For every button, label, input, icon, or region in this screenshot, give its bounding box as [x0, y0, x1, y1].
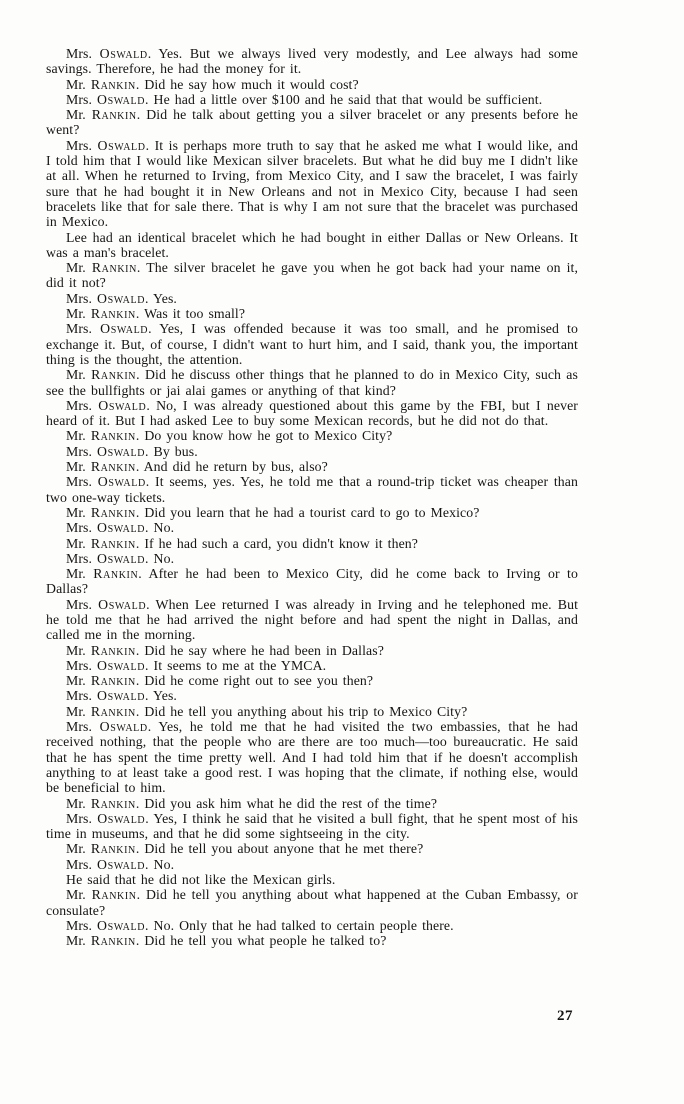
- dialogue-text: Did he tell you anything about what happened at the Cuban Embassy, or consulate?: [46, 887, 578, 918]
- speaker-period: .: [135, 673, 145, 689]
- speaker-surname: Rankin: [90, 673, 136, 689]
- speaker-period: .: [145, 443, 154, 459]
- speaker-surname: Oswald: [97, 91, 146, 107]
- dialogue-paragraph: [46, 138, 578, 230]
- speaker-surname: Oswald: [97, 474, 146, 490]
- speaker-name: [66, 597, 156, 612]
- speaker-name: [66, 719, 158, 734]
- speaker-surname: Rankin: [90, 933, 136, 949]
- speaker-period: .: [135, 795, 145, 811]
- speaker-prefix: Mr.: [66, 841, 91, 857]
- speaker-surname: Rankin: [90, 306, 136, 322]
- speaker-prefix: Mrs.: [66, 397, 99, 413]
- dialogue-paragraph: [46, 688, 578, 703]
- speaker-period: .: [136, 260, 147, 276]
- speaker-prefix: Mrs.: [66, 688, 98, 704]
- speaker-surname: Rankin: [91, 887, 137, 903]
- speaker-prefix: Mrs.: [66, 917, 98, 933]
- speaker-surname: Oswald: [97, 688, 146, 704]
- speaker-name: [66, 138, 155, 153]
- testimony-text-block: [46, 46, 578, 949]
- speaker-surname: Rankin: [91, 260, 137, 276]
- dialogue-text: He said that he did not like the Mexican girls.: [66, 872, 336, 888]
- dialogue-paragraph: [46, 306, 578, 321]
- speaker-prefix: Mrs.: [66, 46, 100, 61]
- speaker-surname: Oswald: [100, 321, 149, 337]
- speaker-name: [66, 367, 145, 382]
- dialogue-paragraph: [46, 92, 578, 107]
- speaker-period: .: [147, 719, 159, 735]
- dialogue-paragraph: [46, 704, 578, 719]
- dialogue-text: Did he talk about getting you a silver bracelet or any presents before he went?: [46, 107, 578, 138]
- speaker-period: .: [145, 290, 154, 306]
- dialogue-paragraph: [46, 857, 578, 872]
- speaker-name: [66, 291, 153, 306]
- dialogue-paragraph: [46, 107, 578, 138]
- speaker-period: .: [147, 46, 159, 61]
- dialogue-text: If he had such a card, you didn't know it then?: [144, 535, 419, 551]
- speaker-period: .: [145, 810, 154, 826]
- dialogue-paragraph: [46, 46, 578, 77]
- speaker-period: .: [145, 91, 154, 107]
- speaker-name: [66, 428, 144, 443]
- speaker-surname: Oswald: [97, 657, 146, 673]
- dialogue-paragraph: [46, 291, 578, 306]
- speaker-name: [66, 841, 144, 856]
- dialogue-text: Was it too small?: [144, 306, 246, 322]
- dialogue-paragraph: [46, 459, 578, 474]
- speaker-period: .: [136, 367, 145, 383]
- speaker-name: [66, 796, 144, 811]
- dialogue-text: Did he tell you what people he talked to?: [144, 933, 387, 949]
- dialogue-paragraph: [46, 398, 578, 429]
- dialogue-paragraph: [46, 551, 578, 566]
- dialogue-paragraph: [46, 230, 578, 261]
- dialogue-paragraph: [46, 597, 578, 643]
- speaker-period: .: [138, 566, 149, 582]
- speaker-name: [66, 643, 144, 658]
- speaker-prefix: Mr.: [66, 107, 92, 123]
- speaker-prefix: Mrs.: [66, 290, 98, 306]
- speaker-surname: Oswald: [97, 856, 146, 872]
- speaker-surname: Oswald: [97, 443, 146, 459]
- dialogue-text: Did he say how much it would cost?: [144, 76, 359, 92]
- dialogue-text: Yes.: [153, 688, 177, 704]
- dialogue-paragraph: [46, 658, 578, 673]
- dialogue-paragraph: [46, 933, 578, 948]
- dialogue-text: Did he say where he had been in Dallas?: [144, 642, 384, 658]
- dialogue-paragraph: [46, 796, 578, 811]
- dialogue-paragraph: [46, 321, 578, 367]
- speaker-name: [66, 444, 154, 459]
- speaker-name: [66, 520, 154, 535]
- speaker-prefix: Mr.: [66, 703, 91, 719]
- dialogue-text: Lee had an identical bracelet which he had bought in either Dallas or New Orleans. It was a man's bracelet.: [46, 229, 578, 260]
- dialogue-text: The silver bracelet he gave you when he got back had your name on it, did it not?: [46, 260, 579, 291]
- speaker-period: .: [135, 703, 145, 719]
- speaker-prefix: Mrs.: [66, 443, 98, 459]
- dialogue-paragraph: [46, 367, 578, 398]
- dialogue-text: No.: [153, 550, 175, 566]
- speaker-name: [66, 92, 154, 107]
- speaker-period: .: [145, 856, 154, 872]
- speaker-prefix: Mrs.: [66, 596, 99, 612]
- dialogue-paragraph: [46, 474, 578, 505]
- speaker-period: .: [135, 642, 145, 658]
- dialogue-text: He had a little over $100 and he said that that would be sufficient.: [153, 91, 543, 107]
- speaker-prefix: Mrs.: [66, 550, 98, 566]
- speaker-prefix: Mr.: [66, 306, 91, 322]
- speaker-name: [66, 107, 146, 122]
- dialogue-text: Yes, he told me that he had visited the two embassies, that he had received nothing, that the people who are there are too much—too bureaucratic. He said that he has spent the time pretty well. And I had told him that if he doesn't accomplish anything to at least take a good rest. I was hoping that the climate, if nothing else, would be beneficial to him.: [46, 719, 579, 796]
- speaker-prefix: Mr.: [66, 504, 91, 520]
- dialogue-paragraph: [46, 536, 578, 551]
- speaker-surname: Rankin: [90, 459, 136, 475]
- speaker-prefix: Mrs.: [66, 856, 98, 872]
- speaker-prefix: Mr.: [66, 566, 94, 582]
- dialogue-text: Did he discuss other things that he planned to do in Mexico City, such as see the bullfights or jai alai games or anything of that kind?: [46, 367, 578, 398]
- dialogue-text: Did he tell you anything about his trip to Mexico City?: [144, 703, 468, 719]
- speaker-period: .: [145, 688, 154, 704]
- speaker-period: .: [135, 841, 145, 857]
- dialogue-text: Yes, I was offended because it was too small, and he promised to exchange it. But, of course, I didn't want to hurt him, and I said, thank you, the important thing is the thought, the attention.: [46, 321, 578, 367]
- speaker-prefix: Mr.: [66, 535, 91, 551]
- speaker-prefix: Mr.: [66, 367, 92, 383]
- speaker-period: .: [146, 596, 156, 612]
- speaker-prefix: Mr.: [66, 795, 91, 811]
- speaker-name: [66, 77, 144, 92]
- speaker-name: [66, 658, 154, 673]
- dialogue-paragraph: [46, 520, 578, 535]
- speaker-period: .: [135, 535, 145, 551]
- speaker-name: [66, 887, 146, 902]
- speaker-name: [66, 704, 144, 719]
- speaker-period: .: [135, 459, 144, 475]
- speaker-name: [66, 566, 149, 581]
- speaker-surname: Oswald: [97, 917, 146, 933]
- speaker-surname: Oswald: [97, 520, 146, 536]
- speaker-surname: Oswald: [99, 719, 148, 735]
- speaker-name: [66, 505, 144, 520]
- dialogue-text: No, I was already questioned about this game by the FBI, but I never heard of it. But I had asked Lee to buy some Mexican records, but he did not do that.: [46, 397, 578, 429]
- dialogue-text: By bus.: [153, 443, 198, 459]
- dialogue-paragraph: [46, 643, 578, 658]
- speaker-surname: Rankin: [90, 76, 136, 92]
- speaker-name: [66, 321, 159, 336]
- speaker-name: [66, 673, 144, 688]
- speaker-period: .: [135, 428, 145, 444]
- speaker-prefix: Mr.: [66, 673, 91, 689]
- speaker-name: [66, 857, 154, 872]
- dialogue-text: Yes, I think he said that he visited a bull fight, that he spent most of his time in museums, and that he did some sightseeing in the city.: [46, 810, 578, 842]
- speaker-surname: Rankin: [90, 428, 136, 444]
- dialogue-text: Yes. But we always lived very modestly, and Lee always had some savings. Therefore, he had the money for it.: [46, 46, 578, 77]
- speaker-surname: Oswald: [98, 596, 147, 612]
- dialogue-paragraph: [46, 811, 578, 842]
- speaker-surname: Oswald: [99, 46, 148, 61]
- speaker-prefix: Mrs.: [66, 474, 98, 490]
- speaker-name: [66, 551, 154, 566]
- dialogue-paragraph: [46, 887, 578, 918]
- dialogue-text: It seems to me at the YMCA.: [153, 657, 327, 673]
- speaker-surname: Oswald: [98, 397, 147, 413]
- speaker-prefix: Mr.: [66, 428, 91, 444]
- speaker-name: [66, 811, 153, 826]
- dialogue-paragraph: [46, 260, 578, 291]
- dialogue-text: It is perhaps more truth to say that he asked me what I would like, and I told him that I would like Mexican silver bracelets. But what he did buy me I didn't like at all. When he returned to Irving, from Mexico City, and I saw the bracelet, I was fairly sure that he had bought it in New Orleans and not in Mexico City, because I had seen bracelets like that for sale there. That is why I am not sure that the bracelet was purchased in Mexico.: [46, 137, 579, 230]
- speaker-surname: Oswald: [97, 290, 146, 306]
- speaker-surname: Oswald: [97, 550, 146, 566]
- speaker-period: .: [145, 474, 156, 490]
- speaker-surname: Oswald: [97, 810, 146, 826]
- speaker-period: .: [136, 107, 147, 123]
- speaker-surname: Rankin: [90, 642, 136, 658]
- dialogue-paragraph: [46, 673, 578, 688]
- dialogue-text: It seems, yes. Yes, he told me that a round-trip ticket was cheaper than two one-way tickets.: [46, 474, 579, 505]
- dialogue-text: Do you know how he got to Mexico City?: [144, 428, 393, 444]
- speaker-surname: Rankin: [90, 841, 136, 857]
- dialogue-paragraph: [46, 428, 578, 443]
- speaker-name: [66, 536, 144, 551]
- speaker-period: .: [145, 917, 154, 933]
- dialogue-text: Did he come right out to see you then?: [144, 673, 374, 689]
- speaker-period: .: [145, 137, 155, 153]
- speaker-period: .: [145, 550, 154, 566]
- speaker-name: [66, 260, 146, 275]
- speaker-prefix: Mrs.: [66, 719, 100, 735]
- speaker-name: [66, 688, 153, 703]
- dialogue-text: When Lee returned I was already in Irving and he telephoned me. But he told me that he had arrived the night before and had spent the night in Dallas, and called me in the morning.: [46, 596, 579, 643]
- speaker-period: .: [135, 76, 145, 92]
- speaker-period: .: [148, 321, 160, 337]
- dialogue-paragraph: [46, 872, 578, 887]
- speaker-prefix: Mr.: [66, 260, 92, 276]
- speaker-prefix: Mr.: [66, 887, 92, 903]
- speaker-surname: Rankin: [90, 703, 136, 719]
- dialogue-paragraph: [46, 77, 578, 92]
- speaker-prefix: Mrs.: [66, 520, 98, 536]
- dialogue-text: Did you ask him what he did the rest of the time?: [144, 795, 438, 811]
- speaker-period: .: [146, 397, 157, 413]
- speaker-surname: Rankin: [91, 107, 137, 123]
- speaker-name: [66, 46, 158, 61]
- dialogue-text: Yes.: [153, 290, 177, 306]
- speaker-surname: Oswald: [97, 137, 146, 153]
- dialogue-text: No.: [153, 856, 175, 872]
- speaker-surname: Rankin: [90, 535, 136, 551]
- speaker-prefix: Mrs.: [66, 810, 98, 826]
- speaker-name: [66, 459, 144, 474]
- speaker-prefix: Mrs.: [66, 657, 98, 673]
- dialogue-text: And did he return by bus, also?: [143, 459, 328, 475]
- dialogue-paragraph: [46, 841, 578, 856]
- speaker-name: [66, 398, 156, 413]
- dialogue-text: Did he tell you about anyone that he met there?: [144, 841, 424, 857]
- speaker-period: .: [135, 933, 145, 949]
- speaker-period: .: [135, 306, 145, 322]
- dialogue-text: No.: [153, 520, 175, 536]
- dialogue-paragraph: [46, 566, 578, 597]
- speaker-period: .: [135, 504, 145, 520]
- speaker-period: .: [145, 520, 154, 536]
- speaker-prefix: Mrs.: [66, 91, 98, 107]
- speaker-prefix: Mr.: [66, 76, 91, 92]
- speaker-prefix: Mrs.: [66, 137, 98, 153]
- dialogue-paragraph: [46, 719, 578, 795]
- speaker-prefix: Mrs.: [66, 321, 101, 337]
- dialogue-paragraph: [46, 444, 578, 459]
- speaker-prefix: Mr.: [66, 642, 91, 658]
- speaker-name: [66, 933, 144, 948]
- dialogue-text: After he had been to Mexico City, did he come back to Irving or to Dallas?: [46, 566, 578, 597]
- page-number: 27: [557, 1008, 573, 1024]
- speaker-surname: Rankin: [90, 795, 136, 811]
- speaker-surname: Rankin: [93, 566, 139, 582]
- dialogue-text: No. Only that he had talked to certain people there.: [153, 917, 454, 933]
- speaker-period: .: [136, 887, 146, 903]
- speaker-prefix: Mr.: [66, 933, 91, 949]
- speaker-surname: Rankin: [90, 504, 136, 520]
- dialogue-paragraph: [46, 505, 578, 520]
- speaker-name: [66, 474, 155, 489]
- speaker-name: [66, 918, 154, 933]
- dialogue-text: Did you learn that he had a tourist card to go to Mexico?: [144, 504, 480, 520]
- speaker-period: .: [145, 657, 154, 673]
- speaker-surname: Rankin: [91, 367, 137, 383]
- speaker-name: [66, 306, 144, 321]
- dialogue-paragraph: [46, 918, 578, 933]
- speaker-prefix: Mr.: [66, 459, 91, 475]
